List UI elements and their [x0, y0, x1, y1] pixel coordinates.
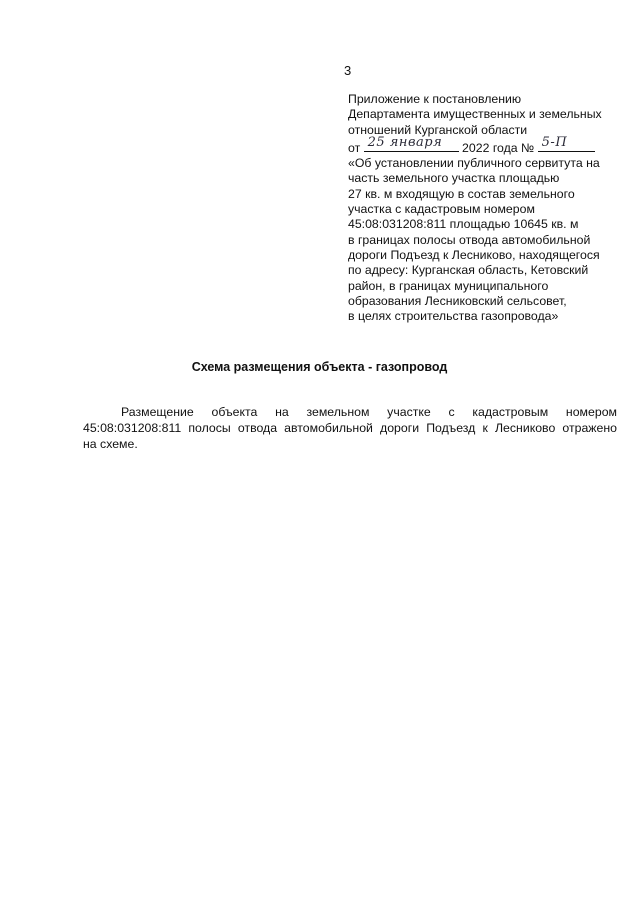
appendix-line: участка с кадастровым номером: [348, 202, 535, 217]
document-title: Схема размещения объекта - газопровод: [191, 360, 448, 374]
handwritten-date: 25 января: [367, 134, 443, 150]
date-prefix: от: [348, 140, 361, 155]
handwritten-number: 5-П: [541, 134, 568, 150]
appendix-line: дороги Подъезд к Лесниково, находящегося: [348, 247, 600, 262]
handwritten-date-field: [364, 134, 459, 152]
appendix-line: Департамента имущественных и земельных: [348, 107, 602, 122]
page-number: 3: [344, 63, 352, 78]
appendix-header: [348, 92, 623, 324]
appendix-line: район, в границах муниципального: [348, 278, 549, 293]
decree-date-line: [348, 134, 623, 156]
body-line: Размещение объекта на земельном участке с кадастровым номером: [121, 405, 617, 419]
appendix-line: 27 кв. м входящую в состав земельного: [348, 186, 575, 201]
appendix-line: часть земельного участка площадью: [348, 171, 560, 186]
handwritten-number-field: [538, 134, 595, 152]
appendix-line: «Об установлении публичного сервитута на: [348, 156, 600, 171]
appendix-line: в границах полосы отвода автомобильной: [348, 232, 591, 247]
appendix-line: в целях строительства газопровода»: [348, 309, 559, 324]
date-year: 2022 года №: [462, 140, 535, 155]
appendix-line: образования Лесниковский сельсовет,: [348, 293, 567, 308]
appendix-line: 45:08:031208:811 площадью 10645 кв. м: [348, 217, 579, 232]
body-line: на схеме.: [83, 437, 138, 451]
appendix-line: отношений Курганской области: [348, 122, 528, 137]
body-line: 45:08:031208:811 полосы отвода автомобильной дороги Подъезд к Лесниково отражено: [83, 421, 617, 435]
appendix-line: Приложение к постановлению: [348, 92, 522, 106]
appendix-line: по адресу: Курганская область, Кетовский: [348, 263, 589, 278]
body-paragraph: [83, 404, 617, 452]
